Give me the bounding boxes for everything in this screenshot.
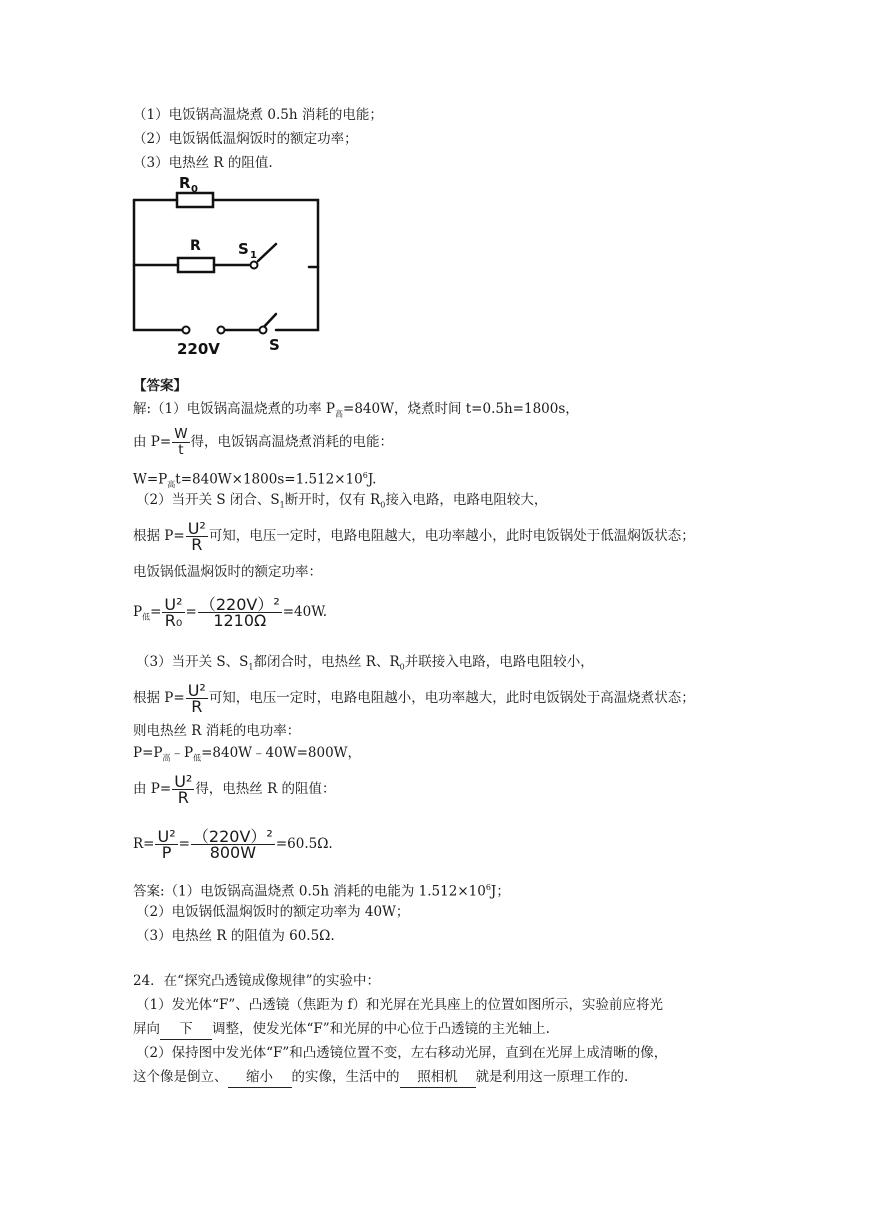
answer-line-10: 则电热丝 R 消耗的电功率： xyxy=(133,723,301,739)
fraction-u2-over-r-3: $\frac{\text{U²}}{R}$ xyxy=(174,772,193,807)
r0-label: R xyxy=(179,174,191,192)
r0-resistor xyxy=(177,193,213,207)
q24-part1-line2: 屏向 下 调整，使发光体“F”和光屏的中心位于凸透镜的主光轴上. xyxy=(133,1019,550,1040)
r0-sub: 0 xyxy=(191,184,198,195)
fraction-w-over-t: $\frac{W}{t}$ xyxy=(174,426,188,458)
answer-line-11: $P=P_高﹣P_低=840W﹣40W=800W$， xyxy=(133,745,362,763)
fraction-220v-over-1210: $\frac{\text{（220V）²}}{1210\Omega}$ xyxy=(199,595,280,630)
question-1: （1）电饭锅高温烧煮 0.5h 消耗的电能； xyxy=(133,107,383,123)
fraction-u2-over-r0: $\frac{\text{U²}}{\text{R₀}}$ xyxy=(164,595,183,630)
s1-switch-arm xyxy=(258,244,276,261)
fraction-u2-over-r-2: $\frac{\text{U²}}{R}$ xyxy=(187,681,206,716)
s1-sub: 1 xyxy=(250,250,257,261)
answer-line-6: 电饭锅低温焖饭时的额定功率： xyxy=(133,564,322,580)
fraction-220v-over-800w: $\frac{\text{（220V）²}}{800W}$ xyxy=(192,827,273,862)
answer-summary-2: （2）电饭锅低温焖饭时的额定功率为 40W； xyxy=(136,904,410,920)
supply-terminal-left xyxy=(183,327,190,334)
answer-blank-2: 缩小 xyxy=(228,1067,292,1088)
q24-part1-line1: （1）发光体“F”、凸透镜（焦距为 f）和光屏在光具座上的位置如图所示，实验前应将光 xyxy=(136,997,664,1013)
answer-summary-1: 答案:（1）电饭锅高温烧煮 0.5h 消耗的电能为 $1.512\times 10^6J$； xyxy=(133,883,510,900)
fraction-u2-over-p: $\frac{\text{U²}}{P}$ xyxy=(157,827,176,862)
s-label: S xyxy=(269,336,280,354)
voltage-label: 220V xyxy=(177,340,220,358)
q24-part2-line2: 这个像是倒立、 缩小 的实像，生活中的 照相机 就是利用这一原理工作的. xyxy=(133,1067,628,1088)
answer-line-12: 由 P= $\frac{\text{U²}}{R}$ 得，电热丝 R 的阻值： xyxy=(133,772,336,807)
answer-header: 【答案】 xyxy=(133,378,187,394)
answer-line-7: $P_低=$ $\frac{\text{U²}}{\text{R₀}}$ = $\frac{\text{（220V）²}}{1210\Omega}$ =40W. xyxy=(133,595,328,630)
answer-line-3: $W=P_高t=840W\times 1800s=1.512\times 10^6J$. xyxy=(133,471,377,490)
answer-line-1: 解:（1）电饭锅高温烧煮的功率 $P_高=840W$，烧煮时间 t=0.5h=1800s， xyxy=(133,401,579,419)
answer-line-2: 由 P= $\frac{W}{t}$ 得，电饭锅高温烧煮消耗的电能： xyxy=(133,426,394,458)
r-label: R xyxy=(190,238,201,254)
q24-part2-line1: （2）保持图中发光体“F”和凸透镜位置不变，左右移动光屏，直到在光屏上成清晰的像， xyxy=(136,1045,668,1061)
answer-line-13: R= $\frac{\text{U²}}{P}$ = $\frac{\text{（220V）²}}{800W}$ =60.5Ω. xyxy=(133,827,333,862)
answer-blank-3: 照相机 xyxy=(400,1067,476,1088)
answer-blank-1: 下 xyxy=(160,1019,212,1040)
answer-line-8: （3）当开关 S、$S_1$都闭合时，电热丝 R、$R_0$并联接入电路，电路电阻较小， xyxy=(136,654,594,672)
s1-terminal xyxy=(251,262,258,269)
answer-line-5: 根据 P= $\frac{\text{U²}}{R}$ 可知，电压一定时，电路电阻越大，电功率越小，此时电饭锅处于低温焖饭状态； xyxy=(133,519,695,554)
supply-terminal-right xyxy=(218,327,225,334)
answer-line-9: 根据 P= $\frac{\text{U²}}{R}$ 可知，电压一定时，电路电阻越小，电功率越大，此时电饭锅处于高温烧煮状态； xyxy=(133,681,695,716)
question-3: （3）电热丝 R 的阻值. xyxy=(133,155,273,171)
circuit-diagram xyxy=(128,172,328,358)
s1-label: S xyxy=(238,240,249,258)
r-resistor xyxy=(178,258,214,272)
question-2: （2）电饭锅低温焖饭时的额定功率； xyxy=(133,131,358,147)
s-terminal xyxy=(260,327,267,334)
answer-summary-3: （3）电热丝 R 的阻值为 60.5Ω. xyxy=(136,928,335,944)
q24-title: 24．在“探究凸透镜成像规律”的实验中： xyxy=(133,973,380,989)
answer-line-4: （2）当开关 S 闭合、$S_1$断开时，仅有 $R_0$接入电路，电路电阻较大， xyxy=(136,492,548,510)
fraction-u2-over-r: $\frac{\text{U²}}{R}$ xyxy=(187,519,206,554)
